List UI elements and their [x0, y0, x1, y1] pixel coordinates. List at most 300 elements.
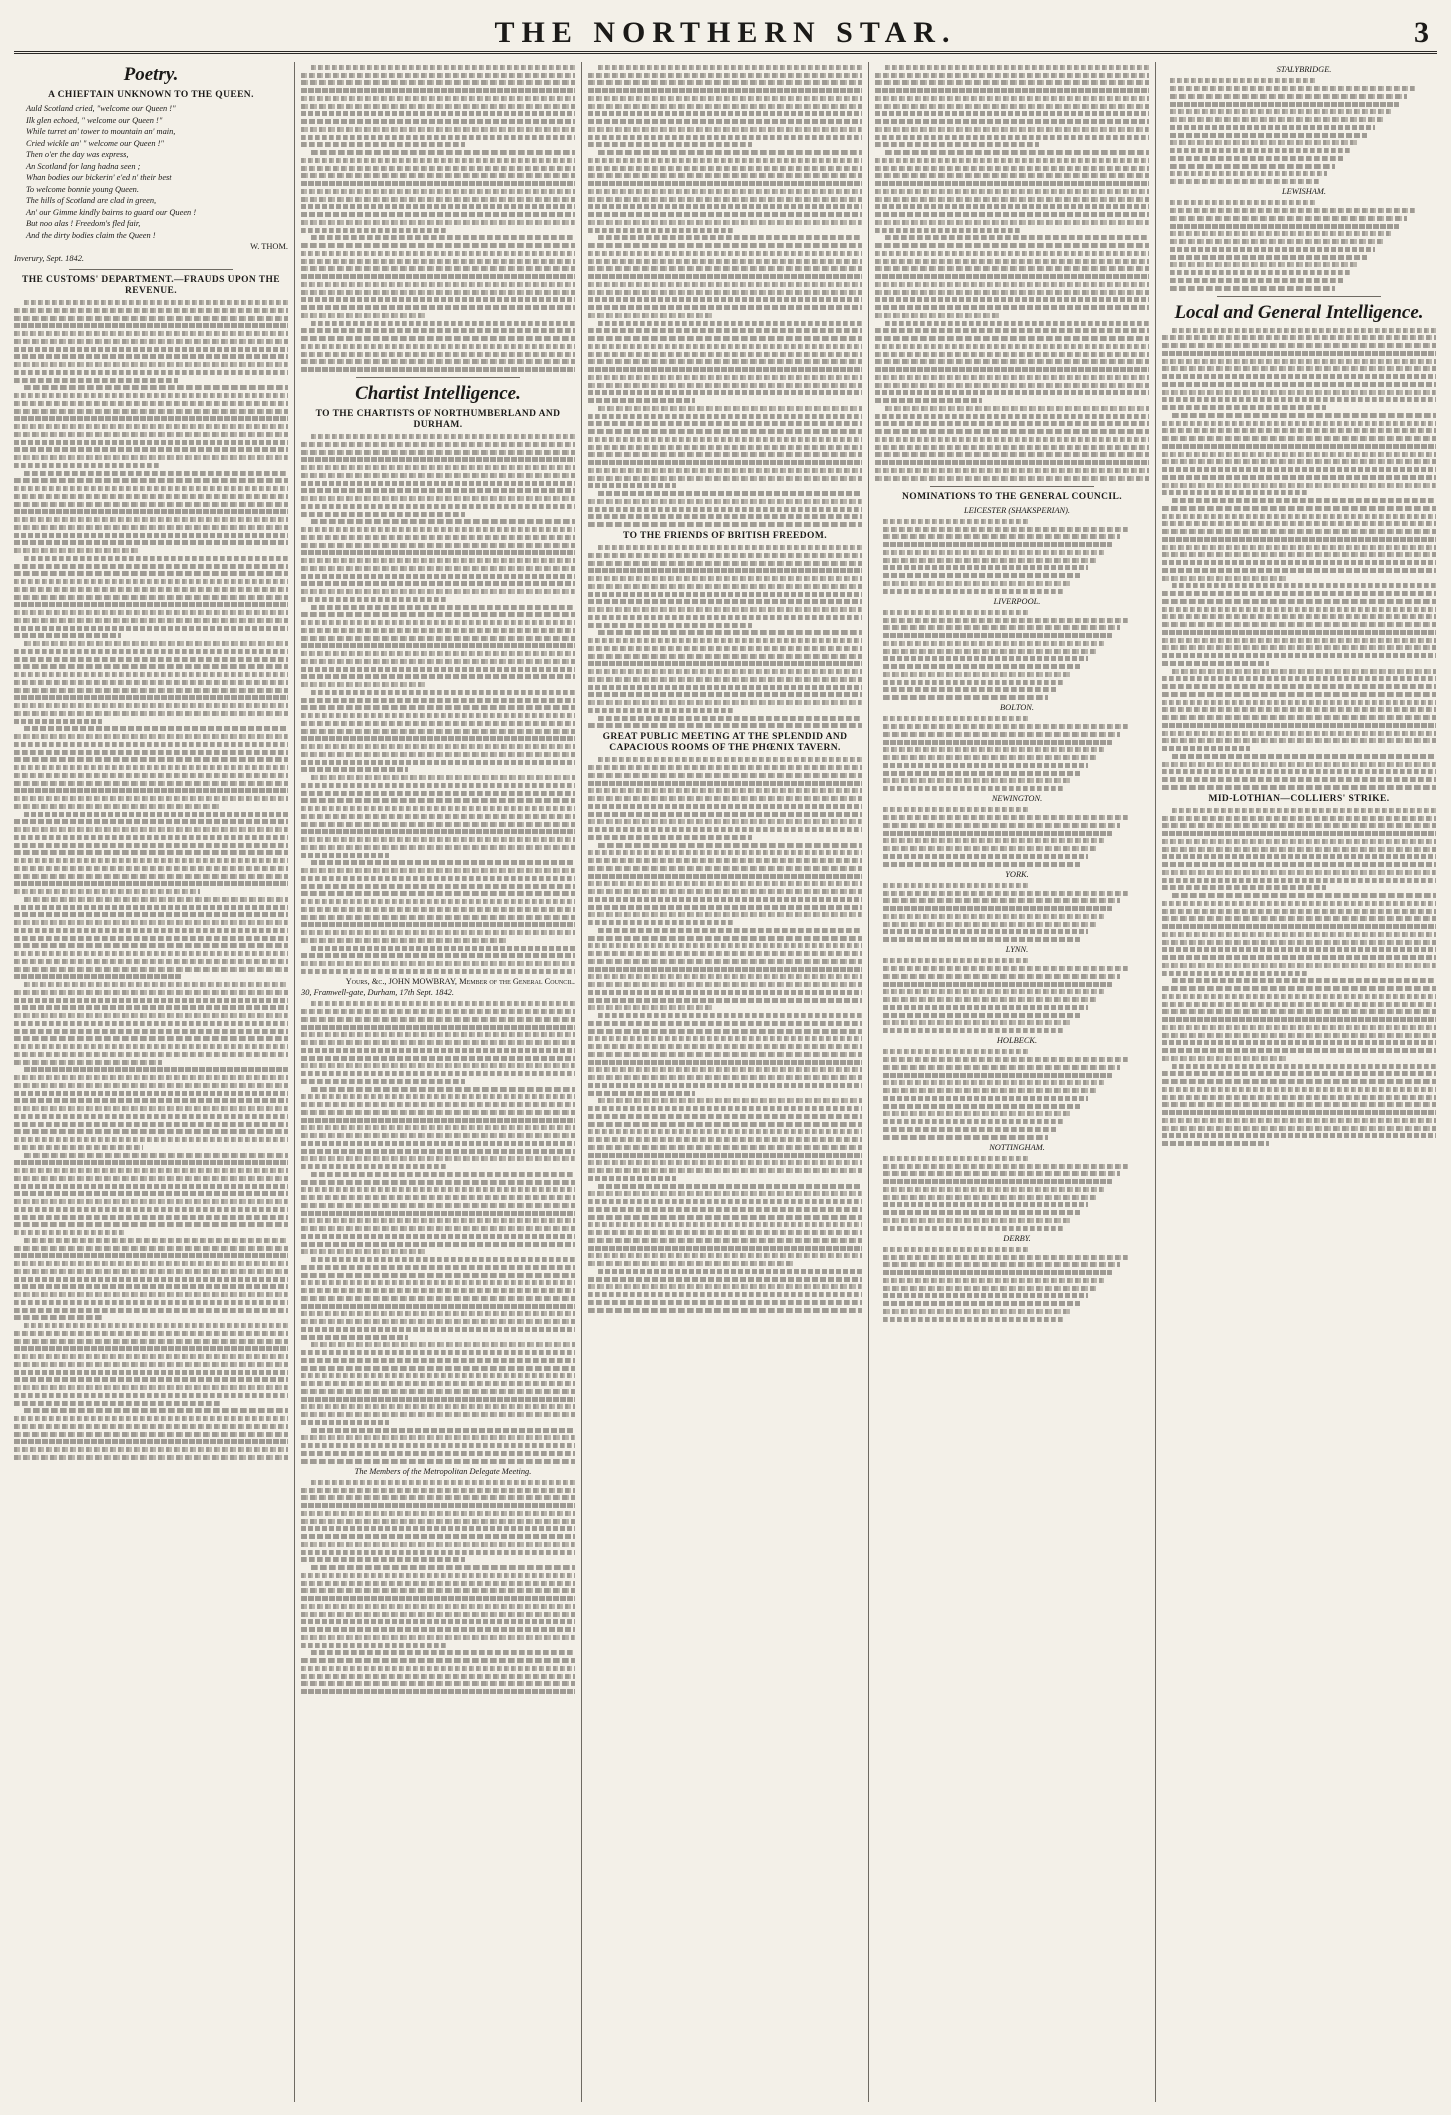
text-line	[883, 680, 1064, 685]
text-line	[588, 483, 676, 488]
nominations-list	[1162, 200, 1436, 290]
text-line	[14, 1083, 288, 1088]
text-line	[301, 829, 575, 834]
text-line	[885, 406, 1149, 411]
text-line	[301, 1435, 575, 1440]
text-line	[1162, 847, 1436, 852]
text-line	[301, 1542, 575, 1547]
text-line	[588, 212, 862, 217]
text-line	[1162, 607, 1436, 612]
text-line	[875, 336, 1149, 341]
text-line	[24, 556, 288, 561]
text-line	[588, 998, 862, 1003]
text-line	[1162, 545, 1436, 550]
text-line	[301, 197, 575, 202]
text-line	[875, 158, 1149, 163]
text-line	[301, 127, 575, 132]
text-line	[24, 1153, 288, 1158]
text-line	[301, 1635, 575, 1640]
text-line	[14, 990, 288, 995]
text-line	[1162, 576, 1288, 581]
text-line	[588, 189, 862, 194]
text-line	[14, 1184, 288, 1189]
text-line	[311, 775, 575, 780]
text-line	[301, 1273, 575, 1278]
text-line	[1170, 164, 1335, 169]
text-line	[301, 266, 575, 271]
text-line	[301, 1311, 575, 1316]
text-line	[301, 930, 575, 935]
text-line	[588, 398, 695, 403]
text-line	[875, 390, 1149, 395]
text-line	[311, 519, 575, 524]
text-line	[301, 1604, 575, 1609]
text-line	[301, 1288, 575, 1293]
text-line	[14, 1106, 288, 1111]
text-line	[301, 1195, 575, 1200]
text-line	[883, 740, 1112, 745]
text-line	[14, 401, 288, 406]
text-line	[14, 1370, 288, 1375]
text-line	[875, 73, 1149, 78]
text-line	[14, 509, 288, 514]
nominations-list	[1162, 78, 1436, 184]
text-line	[588, 584, 862, 589]
text-line	[1162, 994, 1436, 999]
text-line	[24, 897, 288, 902]
text-line	[1162, 831, 1436, 836]
text-line	[301, 791, 575, 796]
text-line	[301, 1373, 575, 1378]
text-line	[598, 1269, 862, 1274]
text-line	[883, 1104, 1080, 1109]
text-line	[883, 1080, 1104, 1085]
text-line	[301, 853, 389, 858]
text-line	[1170, 224, 1399, 229]
text-line	[588, 158, 862, 163]
text-line	[301, 473, 575, 478]
text-line	[14, 1269, 288, 1274]
text-line	[301, 336, 575, 341]
text-line	[301, 1327, 575, 1332]
text-line	[1162, 467, 1436, 472]
columns	[14, 62, 1437, 2102]
text-line	[301, 1666, 575, 1671]
text-line	[14, 308, 288, 313]
text-line	[14, 719, 102, 724]
text-line	[1162, 382, 1436, 387]
text-line	[588, 1308, 862, 1313]
text-line	[1162, 630, 1436, 635]
text-line	[598, 406, 862, 411]
text-line	[588, 661, 862, 666]
text-line	[588, 274, 862, 279]
text-line	[588, 282, 862, 287]
text-line	[598, 150, 862, 155]
text-line	[588, 788, 862, 793]
divider	[356, 377, 520, 378]
text-line	[588, 1284, 862, 1289]
text-line	[301, 1094, 575, 1099]
text-line	[24, 641, 288, 646]
text-line	[1162, 390, 1436, 395]
text-line	[588, 796, 862, 801]
text-line	[1172, 328, 1436, 333]
text-line	[883, 1164, 1128, 1169]
text-line	[14, 533, 288, 538]
text-line	[301, 1187, 575, 1192]
text-line	[588, 73, 862, 78]
text-line	[875, 181, 1149, 186]
text-line	[301, 1350, 575, 1355]
text-line	[14, 633, 121, 638]
text-line	[14, 626, 288, 631]
text-line	[311, 946, 575, 951]
text-line	[1162, 490, 1307, 495]
text-line	[883, 1317, 1064, 1322]
text-line	[883, 771, 1080, 776]
text-line	[311, 150, 575, 155]
text-line	[875, 375, 1149, 380]
text-line	[301, 1319, 575, 1324]
text-line	[301, 111, 575, 116]
town-heading: LEWISHAM.	[1282, 187, 1326, 196]
text-line	[588, 251, 862, 256]
text-line	[1162, 1033, 1436, 1038]
text-line	[588, 905, 862, 910]
text-line	[14, 331, 288, 336]
text-line	[1162, 343, 1436, 348]
text-line	[598, 235, 862, 240]
text-line	[588, 1176, 676, 1181]
text-line	[588, 607, 862, 612]
text-line	[301, 558, 575, 563]
text-line	[1170, 133, 1367, 138]
text-line	[301, 135, 575, 140]
text-line	[301, 1573, 575, 1578]
text-line	[588, 328, 862, 333]
text-line	[301, 736, 575, 741]
nominations-list	[875, 807, 1149, 866]
text-line	[301, 922, 575, 927]
text-line	[14, 409, 288, 414]
text-line	[311, 1001, 575, 1006]
text-line	[301, 243, 575, 248]
text-line	[1162, 986, 1436, 991]
text-line	[588, 452, 862, 457]
text-line	[875, 88, 1149, 93]
text-line	[301, 212, 575, 217]
text-line	[883, 527, 1128, 532]
text-line	[14, 1432, 288, 1437]
text-line	[588, 1005, 714, 1010]
text-line	[14, 1114, 288, 1119]
text-line	[875, 305, 1149, 310]
text-line	[883, 1187, 1104, 1192]
text-line	[301, 1180, 575, 1185]
text-line	[301, 845, 575, 850]
text-line	[1162, 854, 1436, 859]
masthead	[14, 10, 1437, 54]
text-line	[301, 1234, 575, 1239]
poem-title: A CHIEFTAIN UNKNOWN TO THE QUEEN.	[48, 90, 254, 100]
text-line	[875, 452, 1149, 457]
text-line	[1170, 208, 1415, 213]
text-line	[301, 352, 575, 357]
text-line	[14, 967, 288, 972]
text-line	[1162, 940, 1436, 945]
text-line	[598, 1184, 862, 1189]
text-line	[883, 755, 1096, 760]
text-line	[1170, 125, 1375, 130]
poem-line: An Scotland for lang hadna seen ;	[26, 161, 141, 171]
text-line	[14, 440, 288, 445]
text-line	[24, 982, 288, 987]
text-line	[1162, 1071, 1436, 1076]
text-line	[598, 630, 862, 635]
text-line	[883, 982, 1112, 987]
text-line	[588, 336, 862, 341]
text-line	[14, 1176, 288, 1181]
notice-heading: TO THE FRIENDS OF BRITISH FREEDOM.	[623, 531, 827, 541]
text-line	[14, 1168, 288, 1173]
text-line	[1162, 762, 1436, 767]
text-line	[588, 708, 733, 713]
text-line	[14, 998, 288, 1003]
poem-line: But noo alas ! Freedom's fled fair,	[26, 219, 141, 228]
text-line	[14, 672, 288, 677]
text-line	[883, 1096, 1088, 1101]
text-line	[14, 1354, 288, 1359]
text-line	[1172, 583, 1436, 588]
text-line	[875, 80, 1149, 85]
text-line	[588, 1160, 862, 1165]
text-line	[14, 502, 288, 507]
text-line	[301, 504, 575, 509]
text-line	[883, 716, 1029, 721]
text-line	[311, 1172, 575, 1177]
page-number: 3	[1414, 16, 1429, 49]
text-line	[883, 1073, 1112, 1078]
text-line	[883, 891, 1128, 896]
text-line	[301, 814, 575, 819]
text-line	[875, 460, 1149, 465]
text-line	[588, 804, 862, 809]
text-line	[301, 512, 465, 517]
text-line	[588, 243, 862, 248]
text-line	[301, 80, 575, 85]
text-line	[1162, 909, 1436, 914]
text-line	[14, 1339, 288, 1344]
text-line	[14, 1253, 288, 1258]
text-line	[588, 344, 862, 349]
text-line	[24, 726, 288, 731]
text-line	[14, 548, 140, 553]
text-line	[875, 352, 1149, 357]
town-heading: LIVERPOOL.	[993, 596, 1041, 606]
text-line	[1162, 428, 1436, 433]
text-line	[875, 429, 1149, 434]
text-line	[885, 321, 1149, 326]
text-line	[588, 352, 862, 357]
text-line	[883, 1171, 1120, 1176]
text-line	[301, 1488, 575, 1493]
text-line	[14, 688, 288, 693]
text-line	[14, 866, 288, 871]
text-line	[301, 837, 575, 842]
text-line	[883, 1293, 1088, 1298]
text-line	[14, 610, 288, 615]
text-line	[588, 623, 752, 628]
text-line	[588, 1238, 862, 1243]
text-line	[588, 1021, 862, 1026]
text-line	[14, 804, 220, 809]
column-1	[14, 62, 288, 2102]
text-line	[883, 589, 1064, 594]
text-line	[301, 1102, 575, 1107]
text-line	[598, 928, 862, 933]
text-line	[301, 1404, 575, 1409]
text-line	[875, 251, 1149, 256]
text-line	[883, 664, 1080, 669]
text-line	[311, 1087, 575, 1092]
text-line	[883, 823, 1120, 828]
text-line	[301, 752, 575, 757]
story-heading: MID-LOTHIAN—COLLIERS' STRIKE.	[1208, 793, 1390, 804]
text-line	[301, 698, 575, 703]
text-line	[588, 204, 862, 209]
text-line	[301, 313, 427, 318]
text-line	[1162, 971, 1307, 976]
text-line	[588, 445, 862, 450]
text-line	[875, 274, 1149, 279]
text-line	[14, 912, 288, 917]
text-line	[588, 700, 862, 705]
text-line	[14, 905, 288, 910]
text-line	[301, 228, 446, 233]
text-line	[301, 1025, 575, 1030]
text-line	[1162, 1118, 1436, 1123]
text-line	[883, 786, 1064, 791]
text-line	[1162, 1141, 1269, 1146]
text-line	[1172, 669, 1436, 674]
text-line	[301, 907, 575, 912]
text-line	[1162, 785, 1436, 790]
text-line	[311, 1428, 575, 1433]
text-line	[301, 806, 575, 811]
text-line	[14, 943, 288, 948]
text-line	[1162, 777, 1436, 782]
text-line	[301, 884, 575, 889]
text-line	[883, 763, 1088, 768]
text-line	[883, 610, 1029, 615]
text-line	[875, 173, 1149, 178]
text-line	[14, 664, 288, 669]
text-line	[1162, 1087, 1436, 1092]
text-line	[14, 920, 288, 925]
text-line	[14, 378, 178, 383]
text-line	[14, 347, 288, 352]
text-line	[883, 937, 1080, 942]
text-line	[883, 1020, 1072, 1025]
text-line	[588, 561, 862, 566]
text-line	[883, 672, 1072, 677]
text-line	[301, 1226, 575, 1231]
text-line	[301, 1459, 575, 1464]
meeting-heading: GREAT PUBLIC MEETING AT THE SPLENDID AND CAPACIOUS ROOMS OF THE PHŒNIX TAVERN.	[602, 732, 848, 754]
text-line	[588, 1083, 862, 1088]
text-line	[598, 757, 862, 762]
text-line	[588, 1075, 862, 1080]
text-line	[588, 522, 862, 527]
text-line	[1170, 231, 1391, 236]
text-line	[301, 1443, 575, 1448]
text-line	[301, 166, 575, 171]
text-line	[14, 1129, 288, 1134]
text-line	[301, 1079, 465, 1084]
text-line	[1162, 483, 1436, 488]
text-line	[883, 898, 1120, 903]
text-line	[301, 297, 575, 302]
text-line	[883, 695, 1048, 700]
text-line	[1162, 653, 1436, 658]
text-line	[598, 65, 862, 70]
text-line	[301, 488, 575, 493]
text-line	[588, 437, 862, 442]
text-line	[301, 574, 575, 579]
text-line	[14, 463, 159, 468]
poem-line: Cried wickle an' " welcome our Queen !"	[26, 138, 164, 148]
nominations-list	[875, 883, 1149, 942]
text-line	[588, 96, 862, 101]
text-line	[14, 928, 288, 933]
text-line	[301, 915, 575, 920]
text-line	[301, 705, 575, 710]
text-line	[1162, 568, 1436, 573]
text-line	[1172, 893, 1436, 898]
text-line	[14, 1424, 288, 1429]
text-line	[588, 990, 862, 995]
text-line	[301, 876, 575, 881]
article-body-continued	[301, 65, 575, 372]
text-line	[14, 618, 288, 623]
nominations-list	[875, 1156, 1149, 1231]
poem-line: While turret an' tower to mountain an' main,	[26, 127, 176, 136]
text-line	[588, 1230, 862, 1235]
text-line	[1162, 1110, 1436, 1115]
text-line	[301, 1063, 575, 1068]
text-line	[883, 807, 1029, 812]
text-line	[883, 1226, 1064, 1231]
text-line	[14, 478, 288, 483]
text-line	[14, 1137, 288, 1142]
text-line	[588, 1300, 862, 1305]
text-line	[1162, 1048, 1436, 1053]
text-line	[1162, 1025, 1436, 1030]
text-line	[588, 599, 862, 604]
text-line	[301, 1296, 575, 1301]
text-line	[1162, 436, 1436, 441]
text-line	[1162, 560, 1436, 565]
text-line	[588, 375, 862, 380]
text-line	[14, 602, 288, 607]
text-line	[301, 359, 575, 364]
text-line	[875, 468, 1149, 473]
text-line	[14, 1315, 104, 1320]
text-line	[14, 370, 288, 375]
text-line	[1172, 978, 1436, 983]
text-line	[301, 1658, 575, 1663]
